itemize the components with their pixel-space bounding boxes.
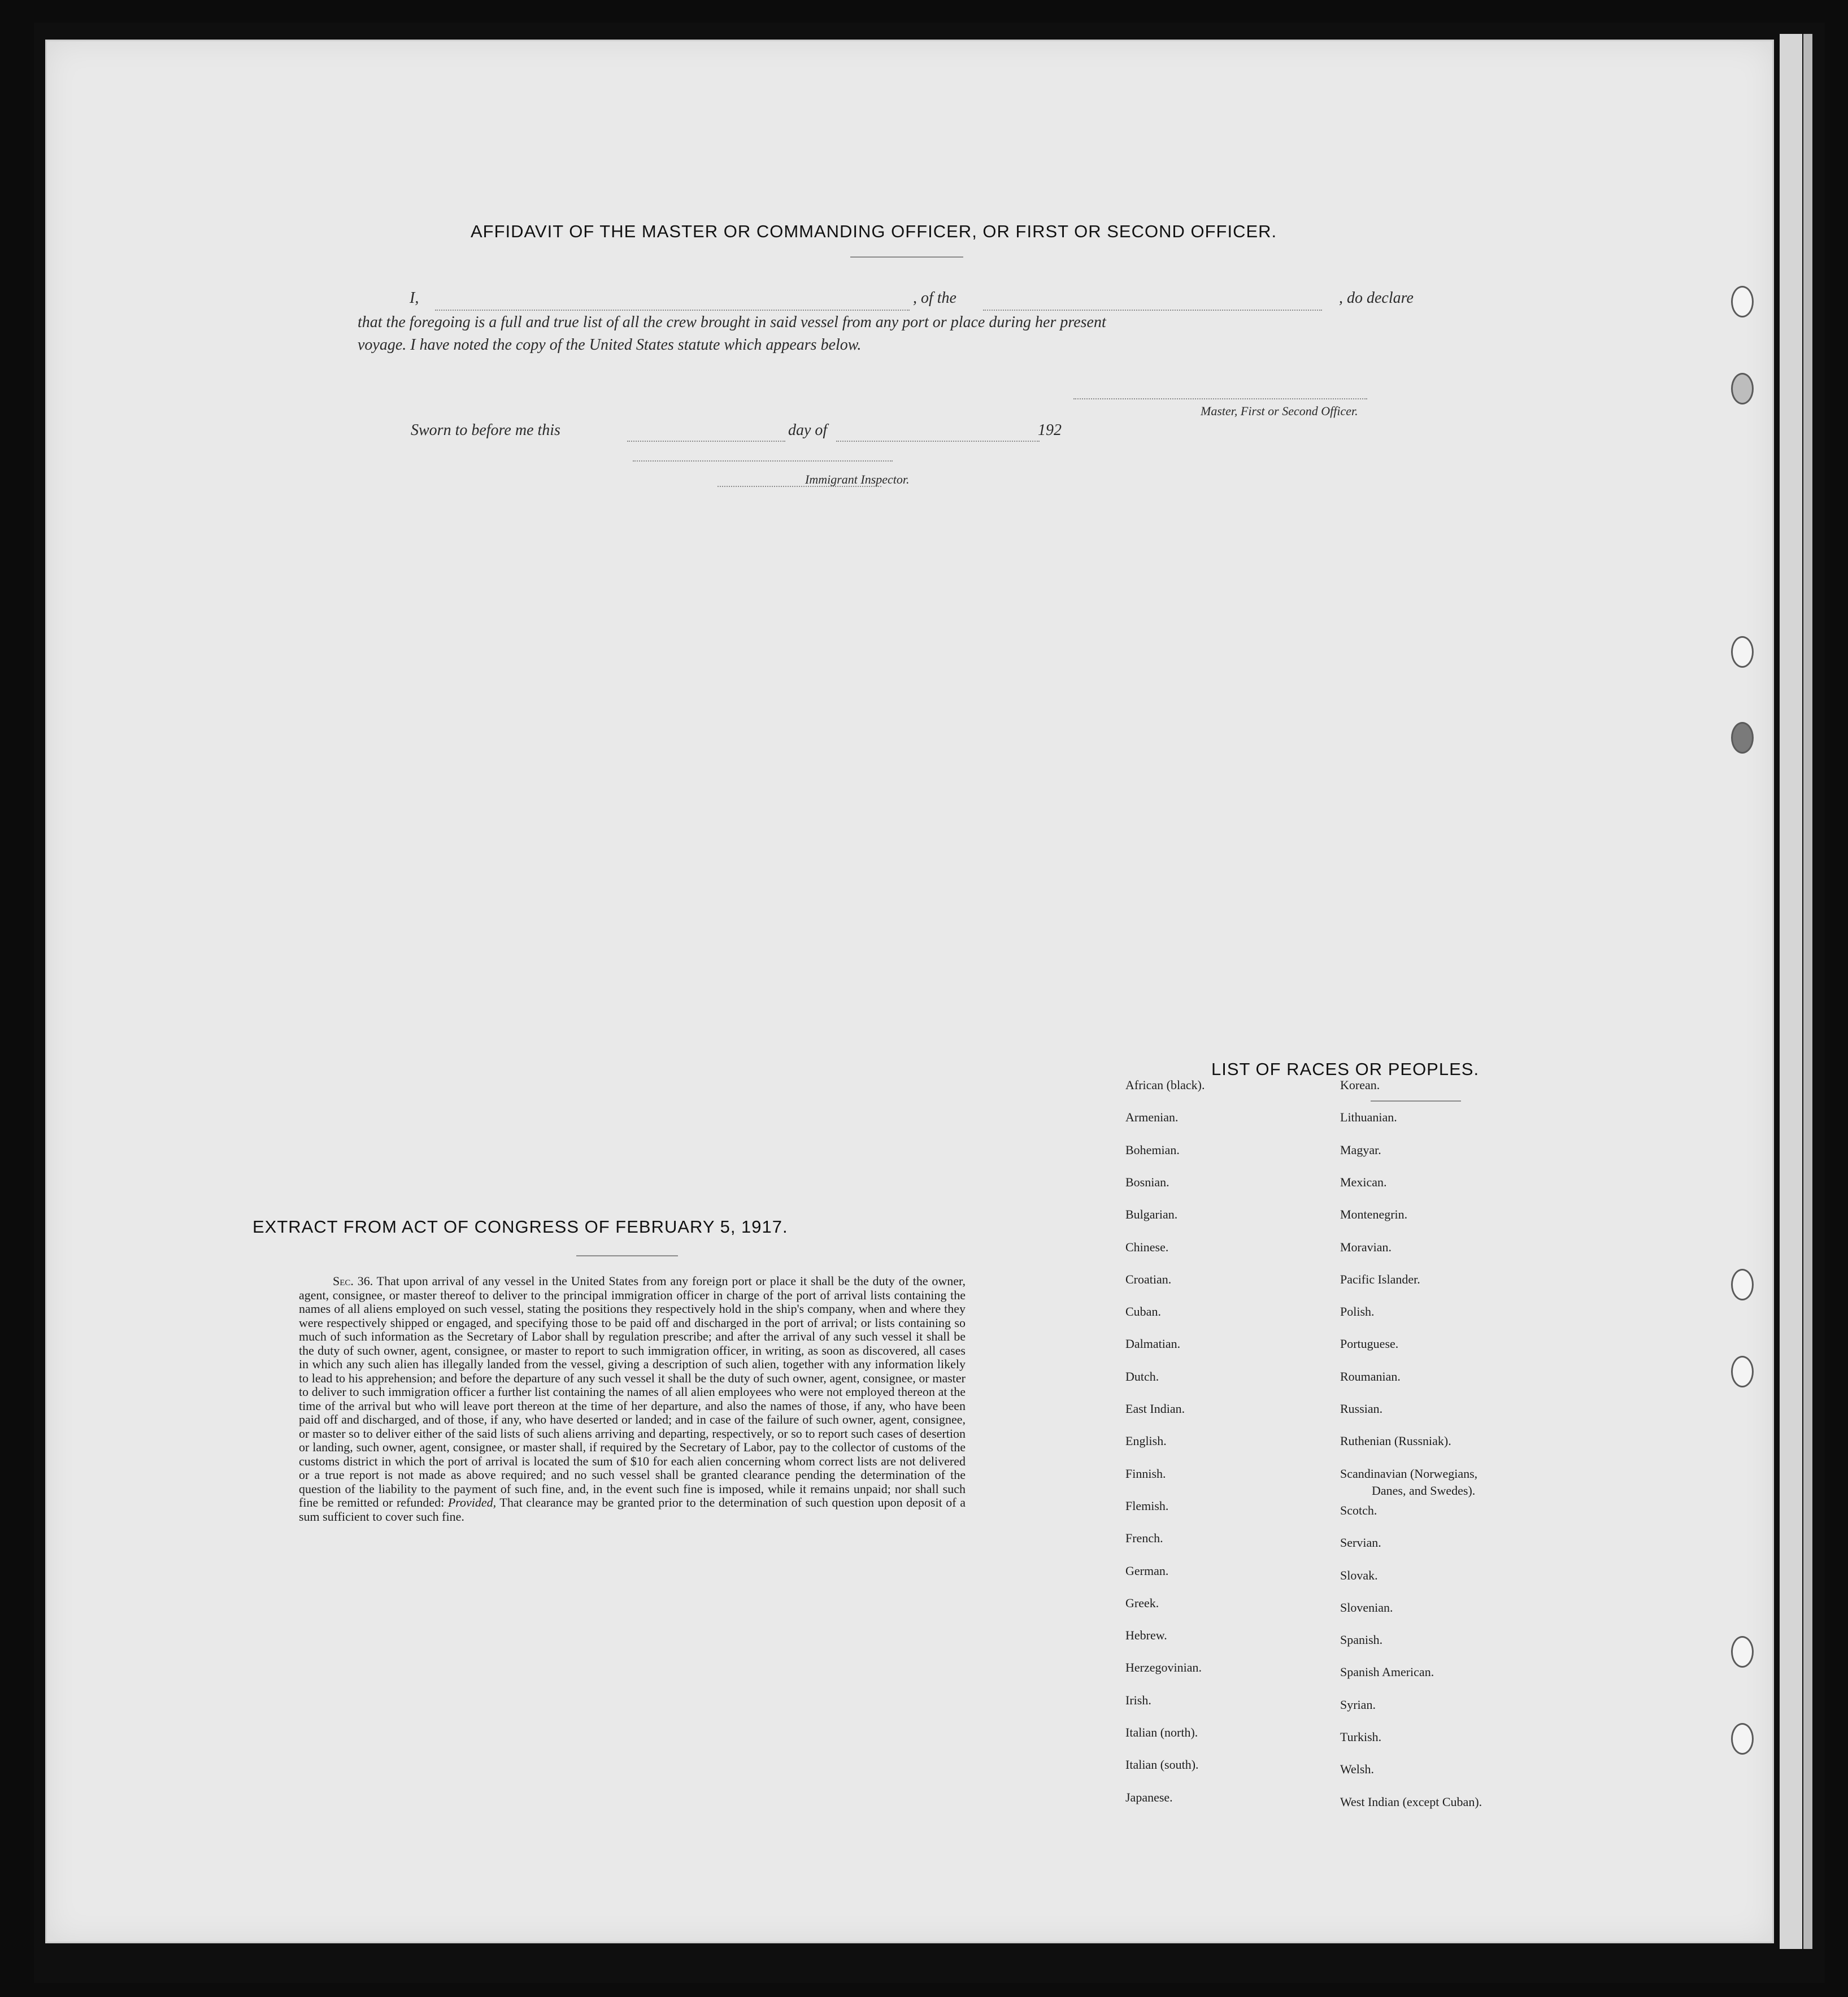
race-item-left: Bohemian. [1125,1143,1180,1157]
race-item-left: Italian (north). [1125,1725,1198,1739]
affidavit-line3: voyage. I have noted the copy of the United States statute which appears below. [358,336,862,354]
binder-hole [1731,722,1754,754]
race-item-left: Cuban. [1125,1304,1161,1319]
race-item-left: Armenian. [1125,1110,1179,1124]
race-item-left: East Indian. [1125,1402,1185,1416]
race-item-right: Spanish American. [1340,1665,1434,1679]
race-item-right: Pacific Islander. [1340,1272,1420,1286]
race-item-left: Japanese. [1125,1790,1173,1804]
race-item-right: Polish. [1340,1304,1375,1319]
race-item-right: Spanish. [1340,1633,1383,1647]
race-item-left: Italian (south). [1125,1757,1199,1772]
race-item-right: Welsh. [1340,1762,1374,1776]
sworn-month-field[interactable] [836,441,1040,442]
binder-hole [1731,1269,1754,1300]
race-item-right: Korean. [1340,1078,1380,1092]
sworn-day-field[interactable] [627,441,785,442]
statute-text [299,1274,966,1524]
affidavit-line1-start: I, [410,289,419,307]
race-item-right: Scandinavian (Norwegians, [1340,1467,1478,1481]
race-item-left: Finnish. [1125,1467,1166,1481]
race-item-left: Bosnian. [1125,1175,1169,1189]
inspector-signature-field[interactable] [633,460,893,462]
binder-hole [1731,1723,1754,1755]
binder-hole [1731,636,1754,668]
race-item-left: Greek. [1125,1596,1159,1610]
extract-divider [576,1255,678,1256]
affidavit-title: AFFIDAVIT OF THE MASTER OR COMMANDING OFFICER, OR FIRST OR SECOND OFFICER. [471,221,1277,241]
race-item-left: Bulgarian. [1125,1207,1178,1221]
binder-hole [1731,1636,1754,1668]
race-item-right: Roumanian. [1340,1369,1401,1383]
officer-name-field[interactable] [435,310,910,311]
scandinavian-continuation: Danes, and Swedes). [1372,1483,1476,1498]
race-item-left: African (black). [1125,1078,1205,1092]
sworn-text: Sworn to before me this [411,421,560,439]
underlying-page-edge [1780,34,1802,1949]
inspector-caption: Immigrant Inspector. [805,472,910,486]
race-item-right: Slovak. [1340,1568,1378,1582]
race-item-right: Scotch. [1340,1503,1377,1517]
race-item-right: Slovenian. [1340,1600,1393,1615]
race-item-right: Russian. [1340,1402,1383,1416]
race-item-right: Portuguese. [1340,1337,1399,1351]
race-item-right: West Indian (except Cuban). [1340,1795,1482,1809]
master-signature-field[interactable] [1073,398,1367,399]
race-item-left: Chinese. [1125,1240,1169,1254]
race-item-right: Servian. [1340,1535,1381,1550]
race-item-left: German. [1125,1564,1169,1578]
binder-hole [1731,286,1754,317]
race-item-left: Flemish. [1125,1499,1169,1513]
race-item-left: Irish. [1125,1693,1151,1707]
extract-title: EXTRACT FROM ACT OF CONGRESS OF FEBRUARY 5, 1917. [253,1217,788,1237]
races-divider [1371,1100,1461,1102]
year-prefix: 192 [1038,421,1062,439]
race-item-right: Ruthenian (Russniak). [1340,1434,1451,1448]
race-item-left: Herzegovinian. [1125,1660,1202,1674]
vessel-name-field[interactable] [983,310,1322,311]
statute-body: That upon arrival of any vessel in the United States from any foreign port or place it shall be the duty of the owner, agent, consignee, or master thereof to deliver to the principal immigration officer in charge of the port of arrival lists containing the names of all aliens employed on such vessel, stating the positions they respectively hold in the ship's company, when and where they were respectively shipped or engaged, and specifying those to be paid off and discharged in the port of arrival; or lists containing so much of such information as the Secretary of Labor shall by regulation prescribe; and after the arrival of any such vessel it shall be the duty of such owner, agent, consignee, or master to report to such immigration officer, in writing, as soon as discovered, all cases in which any such alien has illegally landed from the vessel, giving a description of such alien, together with any information likely to lead to his apprehension; and before the departure of any such vessel it shall be the duty of such owner, agent, consignee, or master to deliver to such immigration officer a further list containing the names of all alien employees who were not employed thereon at the time of the arrival but who will leave port thereon at the time of her departure, and also the names of those, if any, who have been paid off and discharged, and of those, if any, who have deserted or landed; and in case of the failure of such owner, agent, consignee, or master so to deliver either of the said lists of such aliens arriving and departing, respectively, or so to report such cases of desertion or landing, such owner, agent, consignee, or master shall, if required by the Secretary of Labor, pay to the collector of customs of the customs district in which the port of arrival is located the sum of $10 for each alien concerning whom correct lists are not delivered or a true report is not made as above required; and no such vessel shall be granted clearance pending the determination of the question of the liability to the payment of such fine, and, in the event such fine is imposed, while it remains unpaid; nor shall such fine be remitted or refunded: [299,1274,966,1509]
affidavit-line1-end: , do declare [1339,289,1414,307]
race-item-left: Dalmatian. [1125,1337,1181,1351]
race-item-left: English. [1125,1434,1167,1448]
race-item-right: Moravian. [1340,1240,1392,1254]
underlying-page-edge [1803,34,1812,1949]
race-item-right: Magyar. [1340,1143,1381,1157]
races-title: LIST OF RACES OR PEOPLES. [1211,1059,1480,1079]
race-item-right: Syrian. [1340,1698,1376,1712]
master-caption: Master, First or Second Officer. [1201,404,1358,418]
race-item-right: Montenegrin. [1340,1207,1408,1221]
race-item-left: French. [1125,1531,1163,1545]
race-item-left: Dutch. [1125,1369,1159,1383]
title-divider [850,256,963,258]
manifest-sheet [45,40,1774,1943]
binder-hole [1731,1356,1754,1387]
race-item-left: Hebrew. [1125,1628,1167,1642]
race-item-left: Croatian. [1125,1272,1172,1286]
race-item-right: Lithuanian. [1340,1110,1397,1124]
race-item-right: Turkish. [1340,1730,1382,1744]
provided-word: Provided, [447,1495,497,1509]
affidavit-line1-mid: , of the [913,289,956,307]
day-of-text: day of [788,421,828,439]
affidavit-line2: that the foregoing is a full and true list of all the crew brought in said vessel from any port or place during her present [358,314,1106,331]
statute-tail: That clearance may be granted prior to the determination of such question upon deposit of a sum sufficient to cover such fine. [299,1495,966,1524]
section-label: Sec. 36. [333,1274,373,1288]
binder-hole [1731,373,1754,404]
race-item-right: Mexican. [1340,1175,1387,1189]
